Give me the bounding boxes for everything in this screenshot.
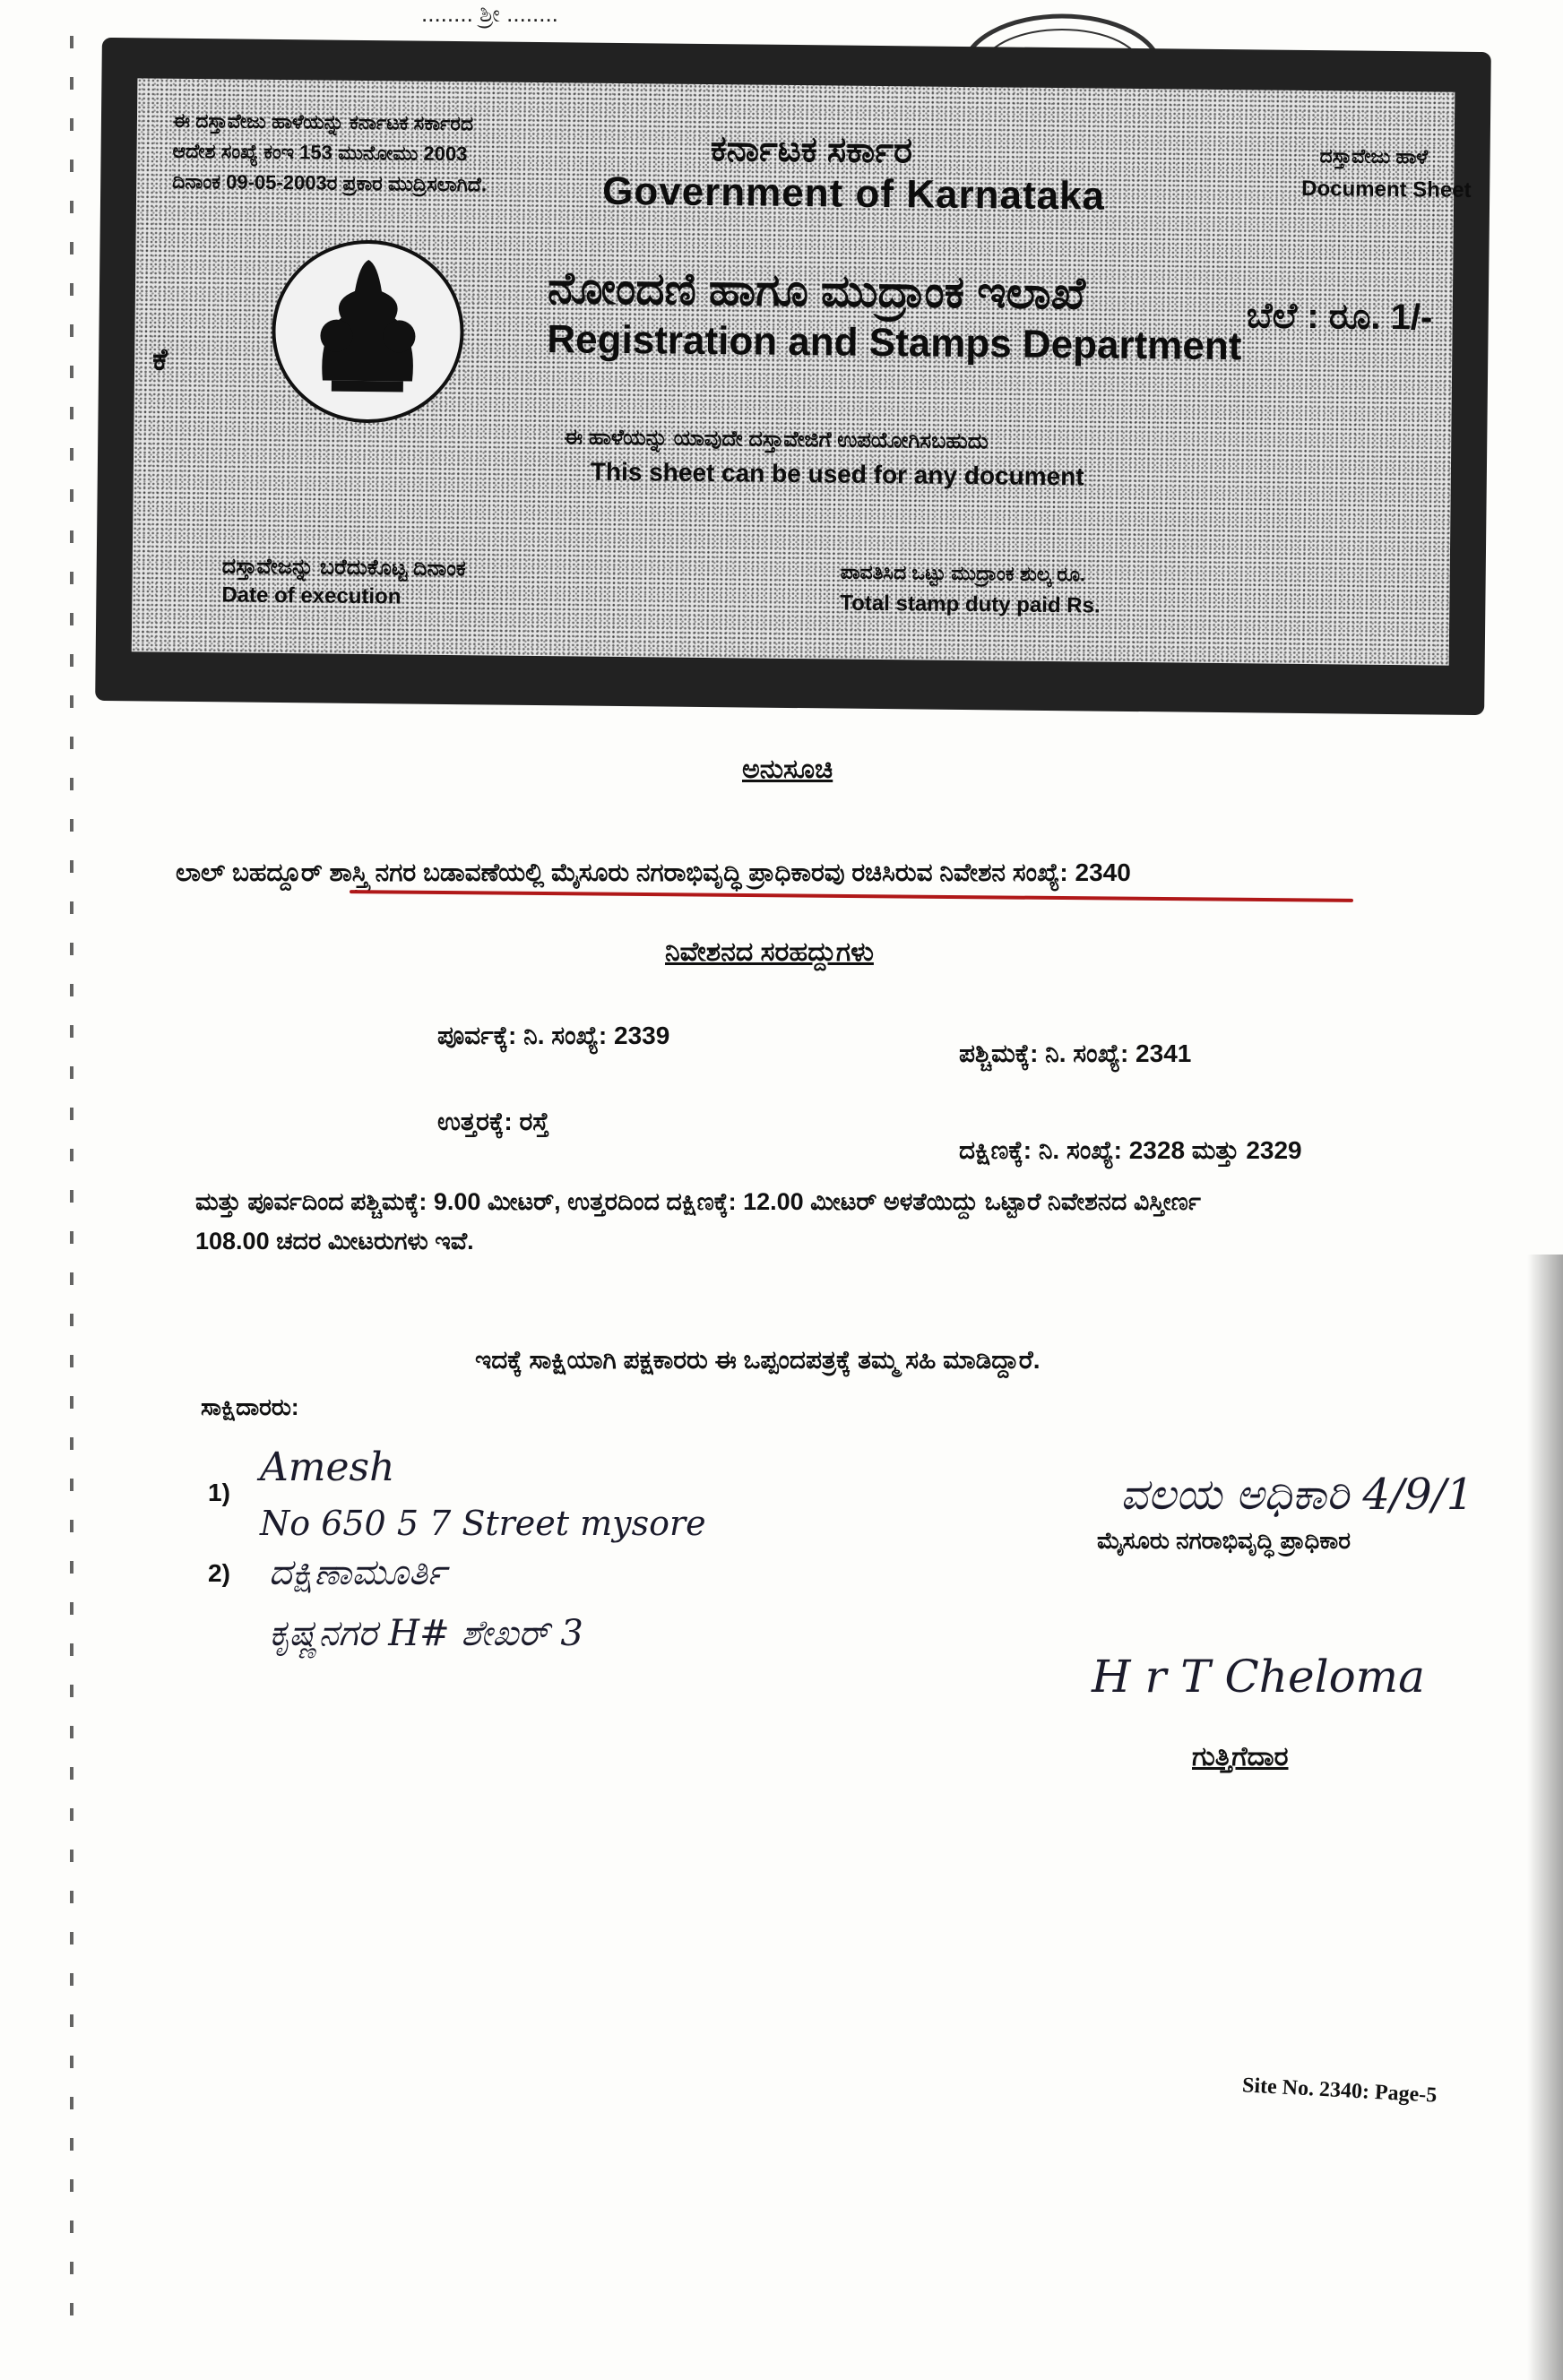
stamp-duty-label-kannada: ಪಾವತಿಸಿದ ಒಟ್ಟು ಮುದ್ರಾಂಕ ಶುಲ್ಕ ರೂ. [840, 560, 1086, 586]
site-dimensions-line1: ಮತ್ತು ಪೂರ್ವದಿಂದ ಪಶ್ಚಿಮಕ್ಕೆ: 9.00 ಮೀಟರ್, ಉತ್ತರದಿಂದ ದಕ್ಷಿಣಕ್ಕೆ: 12.00 ಮೀಟರ್ ಅಳತೆಯಿದ್ದು ಒಟ್ಟಾರೆ ನಿವೇಶನದ ವಿಸ್ತೀರ್ಣ [195, 1188, 1201, 1215]
witnesses-label: ಸಾಕ್ಷಿದಾರರು: [201, 1393, 299, 1420]
page-footer: Site No. 2340: Page-5 [1241, 2074, 1438, 2108]
witness-1-number: 1) [208, 1479, 230, 1506]
government-title-english: Government of Karnataka [601, 168, 1106, 219]
sheet-price: ಬೆಲೆ : ರೂ. 1/- [1246, 296, 1433, 338]
boundary-east: ಪೂರ್ವಕ್ಕೆ: ನಿ. ಸಂಖ್ಯೆ: 2339 [437, 1022, 670, 1049]
site-dimensions-line2: 108.00 ಚದರ ಮೀಟರುಗಳು ಇವೆ. [195, 1228, 474, 1255]
stamp-paper [95, 38, 1491, 715]
department-title-kannada: ನೋಂದಣಿ ಹಾಗೂ ಮುದ್ರಾಂಕ ಇಲಾಖೆ [547, 263, 1086, 319]
sheet-usage-note-kannada: ಈ ಹಾಳೆಯನ್ನು ಯಾವುದೇ ದಸ್ತಾವೇಜಿಗೆ ಉಪಯೋಗಿಸಬಹುದು [564, 425, 989, 454]
top-mark: ........ ಶ್ರೀ ........ [421, 0, 558, 27]
schedule-heading: ಅನುಸೂಚಿ [742, 755, 833, 784]
boundaries-heading: ನಿವೇಶನದ ಸರಹದ್ದುಗಳು [665, 937, 874, 967]
state-emblem-icon [268, 237, 467, 427]
witness-statement: ಇದಕ್ಕೆ ಸಾಕ್ಷಿಯಾಗಿ ಪಕ್ಷಕಾರರು ಈ ಒಪ್ಪಂದಪತ್ರಕ್ಕೆ ತಮ್ಮ ಸಹಿ ಮಾಡಿದ್ದಾರೆ. [475, 1346, 1041, 1374]
execution-date-label-english: Date of execution [221, 582, 402, 609]
document-sheet-kannada: ದಸ್ತಾವೇಜು ಹಾಳೆ [1319, 144, 1429, 168]
sheet-usage-note-english: This sheet can be used for any document [590, 457, 1084, 491]
boundary-north: ಉತ್ತರಕ್ಕೆ: ರಸ್ತೆ [437, 1108, 549, 1135]
contractor-signature: H r T Cheloma [1092, 1651, 1425, 1703]
witness-2-address: ಕೃಷ್ಣನಗರ H# ಶೇಖರ್ 3 [269, 1613, 583, 1654]
witness-1-address: No 650 5 7 Street mysore [260, 1504, 706, 1543]
zonal-officer-signature: ವಲಯ ಅಧಿಕಾರಿ 4/9/1 [1120, 1470, 1474, 1520]
stamp-paper-face [132, 78, 1472, 665]
authority-office-label: ಮೈಸೂರು ನಗರಾಭಿವೃದ್ಧಿ ಪ್ರಾಧಿಕಾರ [1097, 1527, 1351, 1554]
witness-2-number: 2) [208, 1559, 230, 1587]
boundary-west: ಪಶ್ಚಿಮಕ್ಕೆ: ನಿ. ಸಂಖ್ಯೆ: 2341 [959, 1039, 1192, 1067]
red-underline [350, 890, 1353, 902]
witness-2-signature: ದಕ್ಷಿಣಾಮೂರ್ತಿ [269, 1552, 446, 1593]
page-edge-shadow [1527, 1255, 1563, 2380]
witness-1-signature: Amesh [260, 1444, 395, 1490]
contractor-label: ಗುತ್ತಿಗೆದಾರ [1192, 1742, 1289, 1772]
stamp-authority-note: ಈ ದಸ್ತಾವೇಜು ಹಾಳೆಯನ್ನು ಕರ್ನಾಟಕ ಸರ್ಕಾರದ ಆದೇಶ ಸಂಖ್ಯೆ ಕಂಇ 153 ಮುನೋಮು 2003 ದಿನಾಂಕ 09-05-2003ರ ಪ್ರಕಾರ ಮುದ್ರಿಸಲಾಗಿದೆ. [172, 108, 488, 196]
schedule-subject: ಲಾಲ್ ಬಹದ್ದೂರ್ ಶಾಸ್ತ್ರಿ ನಗರ ಬಡಾವಣೆಯಲ್ಲಿ ಮೈಸೂರು ನಗರಾಭಿವೃದ್ಧಿ ಪ್ರಾಧಿಕಾರವು ರಚಿಸಿರುವ ನಿವೇಶನ ಸಂಖ್ಯೆ: 2340 [176, 858, 1131, 886]
binding-margin [70, 36, 73, 2330]
government-title-kannada: ಕರ್ನಾಟಕ ಸರ್ಕಾರ [710, 129, 913, 171]
stamp-duty-label-english: Total stamp duty paid Rs. [840, 591, 1101, 618]
stamp-left-fragment: ಕೆ [151, 342, 168, 377]
execution-date-label-kannada: ದಸ್ತಾವೇಜನ್ನು ಬರೆದುಕೊಟ್ಟ ದಿನಾಂಕ [221, 554, 466, 582]
department-title-english: Registration and Stamps Department [547, 317, 1242, 369]
boundary-south: ದಕ್ಷಿಣಕ್ಕೆ: ನಿ. ಸಂಖ್ಯೆ: 2328 ಮತ್ತು 2329 [959, 1136, 1302, 1164]
document-sheet-english: Document Sheet [1301, 176, 1472, 203]
